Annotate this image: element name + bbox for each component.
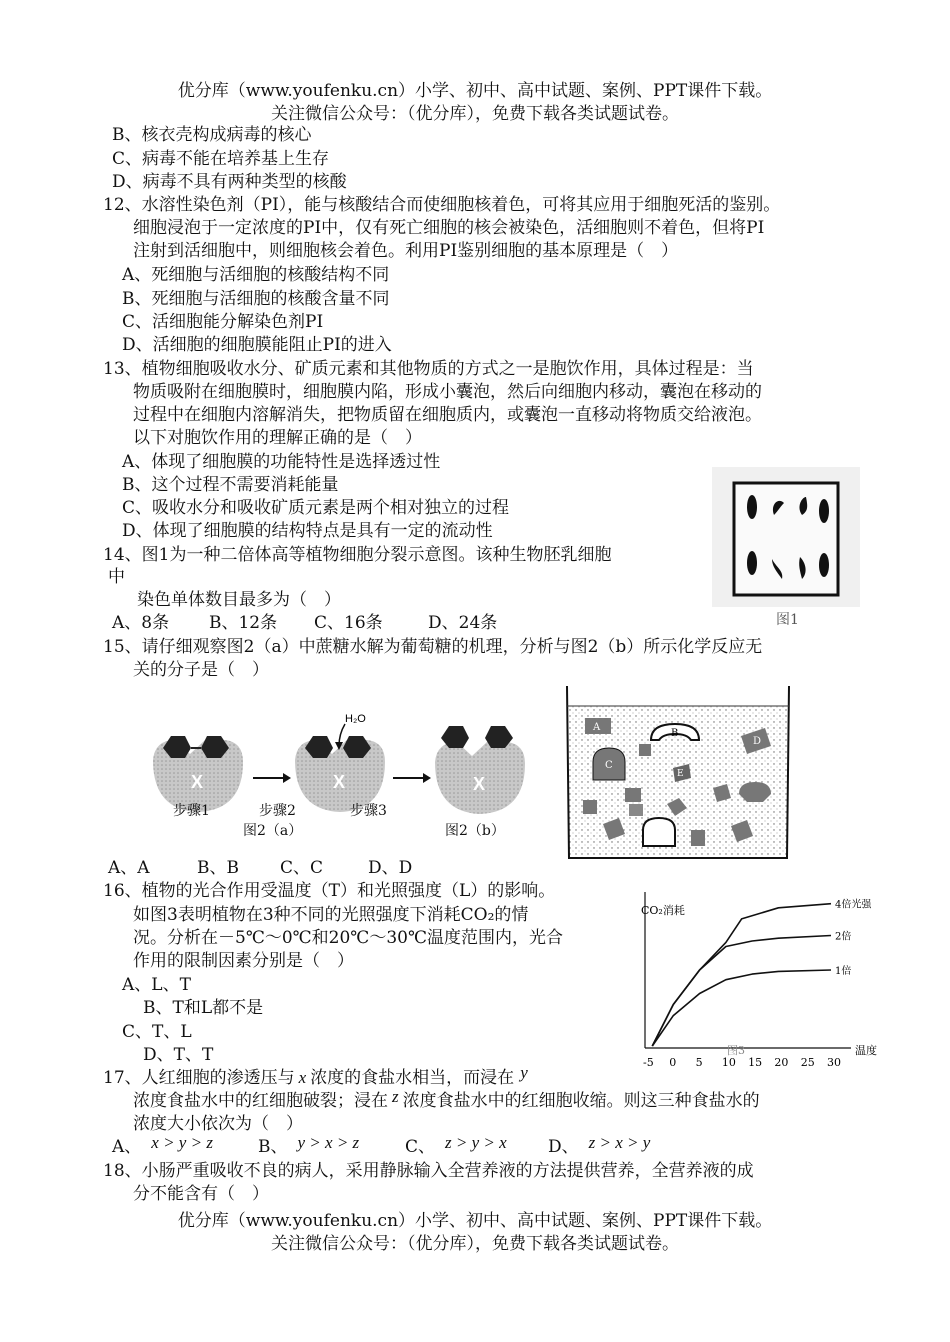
q11-option-d: D、病毒不具有两种类型的核酸 xyxy=(112,172,347,192)
step-3-label: 步骤3 xyxy=(350,803,387,819)
q17-b-expr: y > x > z xyxy=(297,1133,360,1152)
q17-stem-2 xyxy=(133,1087,760,1112)
q13-stem-1: 13、植物细胞吸收水分、矿质元素和其他物质的方式之一是胞饮作用，具体过程是：当 xyxy=(103,359,754,379)
figure-1-cell-division xyxy=(712,467,860,628)
q12-option-c: C、活细胞能分解染色剂PI xyxy=(122,312,324,332)
q16-stem-4: 作用的限制因素分别是（ ） xyxy=(133,951,354,971)
q16-option-a: A、L、T xyxy=(122,975,191,995)
figure-2a-caption: 图2（a） xyxy=(243,823,303,839)
q18-stem-2: 分不能含有（ ） xyxy=(133,1184,269,1204)
q16-stem-1: 16、植物的光合作用受温度（T）和光照强度（L）的影响。 xyxy=(103,881,556,901)
q14-stem-1: 14、图1为一种二倍体高等植物细胞分裂示意图。该种生物胚乳细胞 xyxy=(103,545,612,565)
q17-a-expr: x > y > z xyxy=(151,1133,213,1152)
q14-stem-3: 染色单体数目最多为（ ） xyxy=(137,590,341,610)
x-tick-label: 0 xyxy=(669,1056,677,1069)
q16-option-b: B、T和L都不是 xyxy=(143,998,264,1018)
q18-stem-1: 18、小肠严重吸收不良的病人，采用静脉输入全营养液的方法提供营养，全营养液的成 xyxy=(103,1161,754,1181)
q14-option-a: A、8条 xyxy=(112,613,170,633)
x-axis-label: 温度 xyxy=(855,1044,877,1057)
q17-stem-3: 浓度大小依次为（ ） xyxy=(133,1114,303,1134)
footer-line-1: 优分库（www.youfenku.cn）小学、初中、高中试题、案例、PPT课件下载。 xyxy=(177,1211,773,1231)
figure-3-chart xyxy=(625,880,890,1070)
q17-b-label: B、 xyxy=(258,1137,288,1157)
q11-option-b: B、核衣壳构成病毒的核心 xyxy=(112,125,312,145)
q17-option-a xyxy=(112,1133,213,1158)
q15-option-b: B、B xyxy=(197,858,239,878)
q13-option-a: A、体现了细胞膜的功能特性是选择透过性 xyxy=(122,452,441,472)
x-tick-label: -5 xyxy=(643,1056,654,1069)
header-line-1: 优分库（www.youfenku.cn）小学、初中、高中试题、案例、PPT课件下载。 xyxy=(177,81,773,101)
q15-option-d: D、D xyxy=(368,858,413,878)
q12-option-d: D、活细胞的细胞膜能阻止PI的进入 xyxy=(122,335,392,355)
step-1-label: 步骤1 xyxy=(173,803,210,819)
series-line-0 xyxy=(652,904,831,1046)
figure-2b-caption: 图2（b） xyxy=(445,823,505,839)
x-tick-label: 5 xyxy=(695,1056,703,1069)
q15-stem-2: 关的分子是（ ） xyxy=(133,660,269,680)
q12-stem-2: 细胞浸泡于一定浓度的PI中，仅有死亡细胞的核会被染色，活细胞则不着色，但将PI xyxy=(133,218,765,238)
q13-stem-2: 物质吸附在细胞膜时，细胞膜内陷，形成小囊泡，然后向细胞内移动，囊泡在移动的 xyxy=(133,382,762,402)
figure-2a-sucrose-hydrolysis xyxy=(145,700,545,840)
q17-stem-1 xyxy=(103,1063,528,1089)
water-label: H₂O xyxy=(345,713,366,725)
series-label-2: 1倍 xyxy=(835,966,852,977)
x-tick-label: 30 xyxy=(827,1056,841,1069)
q13-stem-4: 以下对胞饮作用的理解正确的是（ ） xyxy=(133,428,422,448)
q15-option-c: C、C xyxy=(280,858,324,878)
molecule-e: E xyxy=(677,769,684,779)
q17-a-label: A、 xyxy=(112,1137,142,1157)
q16-stem-2: 如图3表明植物在3种不同的光照强度下消耗CO₂的情 xyxy=(133,905,529,925)
x-tick-label: 10 xyxy=(721,1056,736,1069)
q13-option-d: D、体现了细胞膜的结构特点是具有一定的流动性 xyxy=(122,521,493,541)
enzyme-x-3: X xyxy=(473,774,486,794)
q14-option-d: D、24条 xyxy=(428,613,498,633)
var-z: z xyxy=(392,1087,399,1106)
q17-d-expr: z > x > y xyxy=(588,1133,651,1152)
figure-3-caption: 图3 xyxy=(727,1044,745,1057)
footer-line-2: 关注微信公众号：（优分库），免费下载各类试题试卷。 xyxy=(271,1234,679,1254)
series-line-1 xyxy=(652,936,831,1047)
figure-1-caption: 图1 xyxy=(776,612,799,628)
var-y: y xyxy=(520,1063,528,1082)
q16-option-c: C、T、L xyxy=(122,1022,192,1042)
series-line-2 xyxy=(652,970,831,1046)
q12-option-a: A、死细胞与活细胞的核酸结构不同 xyxy=(122,265,390,285)
q16-stem-3: 况。分析在－5℃～0℃和20℃～30℃温度范围内，光合 xyxy=(133,928,563,948)
chart-svg xyxy=(625,880,890,1070)
q17-c-label: C、 xyxy=(405,1137,436,1157)
q13-option-b: B、这个过程不需要消耗能量 xyxy=(122,475,339,495)
molecule-b: B xyxy=(671,728,679,739)
q17-option-d xyxy=(548,1133,651,1158)
q15-option-a: A、A xyxy=(108,858,150,878)
enzyme-x-1: X xyxy=(191,772,204,792)
step-2-label: 步骤2 xyxy=(259,803,296,819)
q12-stem-3: 注射到活细胞中，则细胞核会着色。利用PI鉴别细胞的基本原理是（ ） xyxy=(133,241,679,261)
q17-d-label: D、 xyxy=(548,1137,579,1157)
series-label-0: 4倍光强 xyxy=(835,899,872,911)
x-tick-label: 20 xyxy=(774,1056,789,1069)
molecule-d: D xyxy=(753,736,762,747)
q12-stem-1: 12、水溶性染色剂（PI），能与核酸结合而使细胞核着色，可将其应用于细胞死活的鉴别。 xyxy=(103,195,781,215)
molecule-a: A xyxy=(593,722,601,733)
q17-option-c xyxy=(405,1133,507,1158)
q14-option-c: C、16条 xyxy=(314,613,383,633)
x-tick-label: 25 xyxy=(800,1056,815,1069)
q17-stem-1a: 17、人红细胞的渗透压与 xyxy=(103,1068,295,1088)
q17-option-b xyxy=(258,1133,360,1158)
series-label-1: 2倍 xyxy=(835,931,852,943)
q17-stem-2b: 浓度食盐水中的红细胞收缩。则这三种食盐水的 xyxy=(402,1091,760,1111)
figure-2b-beaker xyxy=(563,684,793,864)
q17-c-expr: z > y > x xyxy=(445,1133,507,1152)
y-axis-label: CO₂消耗 xyxy=(641,904,685,917)
molecule-c: C xyxy=(605,760,613,771)
q16-option-d: D、T、T xyxy=(143,1045,214,1065)
q17-stem-2a: 浓度食盐水中的红细胞破裂；浸在 xyxy=(133,1091,388,1111)
q12-option-b: B、死细胞与活细胞的核酸含量不同 xyxy=(122,289,390,309)
q14-stem-2: 中 xyxy=(108,567,125,587)
q15-stem-1: 15、请仔细观察图2（a）中蔗糖水解为葡萄糖的机理，分析与图2（b）所示化学反应无 xyxy=(103,637,763,657)
header-line-2: 关注微信公众号：（优分库），免费下载各类试题试卷。 xyxy=(271,104,679,124)
q13-stem-3: 过程中在细胞内溶解消失，把物质留在细胞质内，或囊泡一直移动将物质交给液泡。 xyxy=(133,405,762,425)
var-x: x xyxy=(298,1068,307,1087)
x-tick-label: 15 xyxy=(748,1056,763,1069)
q17-stem-1b: 浓度的食盐水相当，而浸在 xyxy=(310,1068,515,1088)
enzyme-x-2: X xyxy=(333,772,346,792)
q13-option-c: C、吸收水分和吸收矿质元素是两个相对独立的过程 xyxy=(122,498,510,518)
q14-option-b: B、12条 xyxy=(209,613,278,633)
q11-option-c: C、病毒不能在培养基上生存 xyxy=(112,149,330,169)
